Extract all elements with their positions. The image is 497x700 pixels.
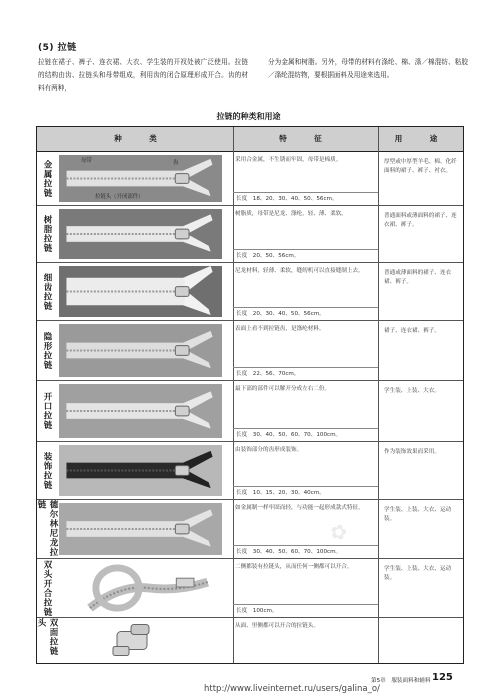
row-type-name: 双面拉链头 [36,618,58,656]
table-row [37,381,463,442]
use-text: 裙子、连衣裙、裤子。 [384,328,440,334]
footer-chapter: 第5章 服装面料和辅料 [371,678,431,684]
length-text: 长度 22、56、70cm。 [233,367,378,380]
intro-paragraph-left: 拉链在裙子、裤子、连衣裙、大衣、学生装的开衩处被广泛使用。拉链的结构由齿、拉链头和母带组成，利用齿的闭合原理形成开合。齿的材料有两种， [38,58,248,92]
zipper-photo [59,621,222,660]
row-type-name: 装饰拉链 [42,451,52,490]
zipper-photo [59,209,222,259]
table-row [37,263,463,321]
table-row [37,206,463,263]
row-type-label [37,500,57,558]
table-caption: 拉链的种类和用途 [216,112,281,121]
use-text: 普通面料或薄面料的裙子、连衣裙、裤子。 [384,213,457,228]
table-header [37,127,463,152]
use-text: 学生装、上装、大衣、运动装。 [384,507,452,522]
header-use: 用 途 [394,134,448,143]
watermark: ✿ [323,518,353,546]
feature-text: 从面、里侧都可以开合的拉链头。 [235,623,319,629]
row-type-label [37,559,57,617]
length-text: 长度 20、50、56cm。 [233,249,378,262]
feature-text: 树脂质，母带是尼龙、涤纶，轻、薄、柔软。 [235,211,347,217]
intro-paragraph-right: 分为金属和树脂。另外，母带的材料有涤纶、棉、涤／棉混纺、粘胶／涤纶混纺物，要根据面料及用途来选用。 [268,58,468,79]
page-number: 125 [432,672,453,683]
feature-text: 尼龙材料，轻薄、柔软，缝纫机可以直接缝制上去。 [235,268,364,274]
zipper-table [36,126,464,664]
annotation-teeth: 齿 [173,160,179,166]
use-text: 普通或薄面料的裙子、连衣裙、裤子。 [384,270,452,285]
zipper-photo [59,266,222,317]
row-type-name: 双头开合拉链 [42,559,52,617]
row-type-label [37,206,57,262]
feature-text: 二侧都装有拉链头，从而任何一侧都可以开合。 [235,564,353,570]
section-title: (5) 拉链 [38,43,77,53]
table-row [37,321,463,381]
table-row [37,152,463,206]
row-type-name: 树脂拉链 [42,215,52,253]
row-type-name: 隐形拉链 [42,331,52,370]
row-type-label [37,152,57,205]
use-text: 厚型或中厚型羊毛、棉、化纤面料的裙子、裤子、衬衣。 [384,159,457,174]
feature-text: 由装饰部分的齿形成装饰。 [235,447,303,453]
annotation-slider: 拉链头（开闭部件） [95,194,144,200]
row-type-name: 金属拉链 [42,159,52,198]
feature-text: 表面上看不到拉链齿，是涤纶材料。 [235,326,325,332]
zipper-photo [59,384,222,438]
row-type-label [37,321,57,380]
row-type-name: 开口拉链 [42,392,52,430]
row-type-label [37,263,57,320]
zipper-photo [59,503,222,555]
table-row [37,618,463,663]
length-text: 长度 30、40、50、60、70、100cm。 [233,545,378,558]
annotation-tape: 母带 [81,158,92,164]
length-text: 长度 18、20、30、40、50、56cm。 [233,192,378,205]
length-text: 长度 10、15、20、30、40cm。 [233,486,378,499]
zipper-photo [59,562,222,614]
table-row [37,442,463,500]
use-text: 学生装、上装、大衣、运动装。 [384,566,452,581]
zipper-photo [59,445,222,496]
length-text: 长度 30、40、50、60、70、100cm。 [233,428,378,441]
table-row [37,559,463,618]
row-type-name: 细齿拉链 [42,272,52,311]
header-feature: 特 征 [279,134,332,143]
table-row [37,500,463,559]
length-text: 长度 100cm。 [233,604,378,617]
feature-text: 采用合金属，不生锈而牢固，母带是棉质。 [235,157,342,163]
row-type-label [37,381,57,441]
footer-url[interactable]: http://www.liveinternet.ru/users/galina_o/ [204,684,380,694]
row-type-label [37,442,57,499]
length-text: 长度 20、30、40、50、56cm。 [233,307,378,320]
feature-text: 如金属制一样牢固而轻，与功能一起形成款式特征。 [235,505,364,511]
use-text: 作为装饰效果而采用。 [384,449,440,455]
feature-text: 最下部的部件可以解开分成左右二份。 [235,386,331,392]
header-type: 种 类 [114,134,167,143]
row-type-name: 德尔林尼龙拉链 [36,500,58,557]
zipper-photo [59,324,222,377]
use-text: 学生装、上装、大衣。 [384,388,440,394]
row-type-label [37,618,57,663]
